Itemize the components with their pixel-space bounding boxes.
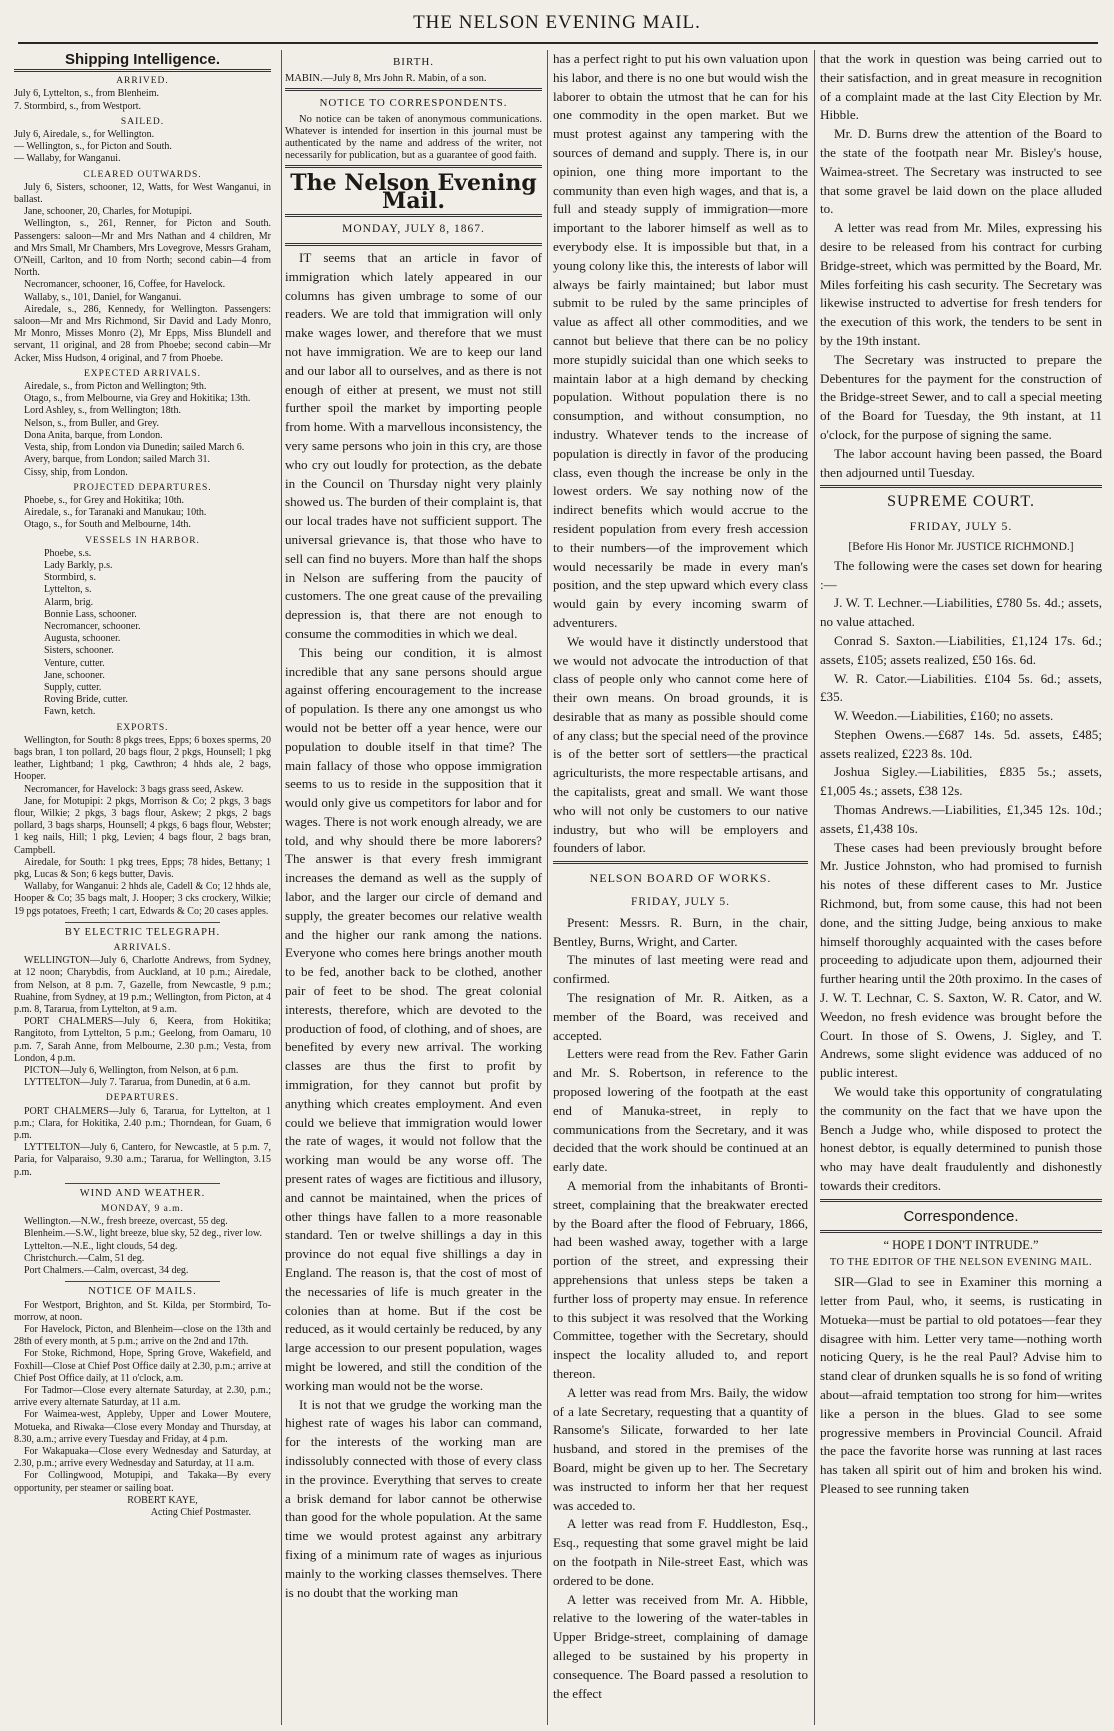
column-rule: [547, 50, 548, 1725]
list-item: PORT CHALMERS—July 6, Tararua, for Lyttelton, at 1 p.m.; Clara, for Hokitika, 2.40 p.m.; Thorndean, for Guam, 6 p.m.: [14, 1105, 271, 1142]
paragraph: W. Weedon.—Liabilities, £160; no assets.: [834, 708, 1054, 724]
postmaster-title: Acting Chief Postmaster.: [150, 1506, 251, 1518]
cleared-heading: CLEARED OUTWARDS.: [83, 169, 202, 180]
divider: [65, 1281, 219, 1282]
divider: [820, 1230, 1102, 1233]
column-shipping: [14, 50, 279, 1730]
harbor-heading: VESSELS IN HARBOR.: [85, 535, 200, 546]
notice-text: No notice can be taken of anonymous communications. Whatever is intended for insertion in this journal must be authenticated by the name and address of the writer, not necessarily for publication, but as a guarantee of good faith.: [285, 113, 542, 161]
paragraph: Stephen Owens.—£687 14s. 5d. assets, £485; assets realized, £223 8s. 10d.: [820, 726, 1102, 761]
list-item: Wellington, s., 261, Renner, for Picton and South. Passengers: saloon—Mr and Mrs Nathan and 4 children, Mr and Mrs Small, Mr Chambers, Mrs Lovegrove, Messrs Graham, O'Neill, Carlton, and 10 from North; second cabin—4 from North.: [14, 218, 271, 279]
vessel: Lady Barkly, p.s.: [44, 559, 113, 571]
list-item: Airedale, s., for Taranaki and Manukau; 10th.: [24, 507, 207, 519]
expected-heading: EXPECTED ARRIVALS.: [83, 368, 202, 379]
paragraph: The minutes of last meeting were read and confirmed.: [553, 952, 808, 987]
paragraph: Joshua Sigley.—Liabilities, £835 5s.; assets, £1,005 4s.; assets, £38 12s.: [820, 764, 1102, 799]
masthead-rule: [18, 42, 1098, 44]
list-item: Airedale, for South: 1 pkg trees, Epps; 78 hides, Bettany; 1 pkg, Lucas & Son; 6 kegs butter, Davis.: [14, 856, 271, 880]
correspondence-heading: Correspondence.: [903, 1207, 1019, 1225]
paragraph: IT seems that an article in favor of immigration which lately appeared in our columns has given umbrage to some of our readers. We are told that immigration will only make wages lower, and therefore that we must not have immigration. We are to keep our land and our labor all to ourselves, and as there is not enough of either at present, we must not still further spoil the market by importing people from home. With a marvellous inconsistency, the very same persons who join in this cry, are those who cry out loudly for protection, as the debate in the Council on Thursday night very plainly showed us. The burden of their complaint is, that our local trades have not sufficient support. The universal grievance is, that those who have to sell can find no buyers. More than half the shops in Nelson are suffering from the paucity of customers. The one great cause of the prevailing depression is, that there are not enough to consume the commodities in which we deal.: [285, 249, 542, 641]
list-item: Necromancer, schooner, 16, Coffee, for Havelock.: [24, 279, 226, 291]
vessel: Roving Bride, cutter.: [44, 694, 128, 706]
paragraph: Mr. D. Burns drew the attention of the Board to the state of the footpath near Mr. Bisley's house, Waimea-street. The Secretary was instructed to see that some gravel be laid down on the place alluded to.: [820, 126, 1102, 217]
letter-title: “ HOPE I DON'T INTRUDE.”: [883, 1237, 1039, 1252]
telegraph-heading: BY ELECTRIC TELEGRAPH.: [64, 926, 221, 938]
mails-heading: NOTICE OF MAILS.: [88, 1286, 197, 1298]
column-editorial-cont: [553, 50, 808, 1730]
court-date: FRIDAY, JULY 5.: [909, 519, 1013, 534]
vessel: Stormbird, s.: [44, 572, 96, 584]
list-item: Nelson, s., from Buller, and Grey.: [24, 417, 160, 429]
paragraph: A memorial from the inhabitants of Bronti-street, complaining that the breakwater erected by the Board after the flood of February, 1866, had been washed away, together with a large portion of the street, and expressing their apprehensions that unless steps be taken a further loss of property may ensue. In reference to this subject it was resolved that the Working Committee, together with the Secretary, should inspect the locality alluded to, and report thereon.: [553, 1178, 808, 1381]
court-heading: SUPREME COURT.: [887, 493, 1035, 511]
paragraph: Letters were read from the Rev. Father Garin and Mr. S. Robertson, in reference to the proposed lowering of the footpath at the east end of Manuka-street, in reply to communications from the Secretary, and it was decided that the work should be continued at an early date.: [553, 1046, 808, 1175]
paragraph: Present: Messrs. R. Burn, in the chair, Bentley, Burns, Wright, and Carter.: [553, 914, 808, 949]
list-item: July 6, Sisters, schooner, 12, Watts, for West Wanganui, in ballast.: [14, 181, 271, 206]
paragraph: It is not that we grudge the working man the highest rate of wages his labor can command, for the interests of the working man are indissolubly connected with those of every class in the province. Everything that serves to create a brisk demand for labor cannot be otherwise than good for the whole population. At the same time we would protest against any arbitrary fixing of a minimum rate of wages as injurious mainly to the working classes themselves. There is no doubt that the working man: [285, 1396, 542, 1600]
paragraph: The labor account having been passed, the Board then adjourned until Tuesday.: [820, 445, 1102, 480]
list-item: Airedale, s., 286, Kennedy, for Wellington. Passengers: saloon—Mr and Mrs Richmond, Sir David and Lady Monro, Mr Monro, Misses Monro (2), Mr Epps, Miss Blundell and servant, 11 original, and 28 from Phoebe; second cabin—Mr Acker, Miss Hudson, 4 original, and 7 from Phoebe.: [14, 303, 271, 364]
list-item: For Wakapuaka—Close every Wednesday and Saturday, at 2.30, p.m.; arrive every Wednesday and Saturday, at 11 a.m.: [14, 1445, 271, 1470]
list-item: Jane, for Motupipi: 2 pkgs, Morrison & Co; 2 pkgs, 3 bags flour, Wilkie; 2 pkgs, 3 bags flour, Askew; 2 pkgs, 2 bags pollard, 3 bags sharps, Hounsell; 4 pkgs, 6 bags flour, Webster; 1 keg nails, Hill; 1 pkg, Levien; 4 bags flour, 2 bags bran, Campbell.: [14, 795, 271, 856]
divider: [285, 243, 542, 246]
paper-title: The Nelson Evening Mail.: [290, 169, 537, 215]
list-item: Lyttelton.—N.E., light clouds, 54 deg.: [24, 1240, 178, 1252]
notice-heading: NOTICE TO CORRESPONDENTS.: [319, 96, 508, 109]
vessel: Alarm, brig.: [44, 596, 94, 608]
divider: [553, 861, 808, 864]
vessel: Venture, cutter.: [44, 657, 105, 669]
list-item: LYTTELTON—July 7. Tararua, from Dunedin, at 6 a.m.: [24, 1077, 251, 1089]
paragraph: The resignation of Mr. R. Aitken, as a member of the Board, was received and accepted.: [553, 990, 808, 1043]
list-item: For Stoke, Richmond, Hope, Spring Grove, Wakefield, and Foxhill—Close at Chief Post Office daily at 2.30, p.m.; arrive at Chief Post Office daily, at 11 o'clock, a.m.: [14, 1348, 271, 1384]
court-judge: [Before His Honor Mr. JUSTICE RICHMOND.]: [848, 540, 1074, 553]
paragraph: The following were the cases set down for hearing :—: [820, 557, 1102, 592]
list-item: Port Chalmers.—Calm, overcast, 34 deg.: [24, 1265, 189, 1277]
list-item: WELLINGTON—July 6, Charlotte Andrews, from Sydney, at 12 noon; Charybdis, from Auckland, at 10 p.m.; Airedale, from Nelson, at 8 p.m. 7, Gazelle, from Newcastle, 9 p.m.; Ruahine, from Sydney, at 19 p.m.; Wellington, from Picton, at 4 p.m. 8, Tararua, from Lyttelton, at 9 a.m.: [14, 955, 271, 1016]
list-item: July 6, Airedale, s., for Wellington.: [14, 129, 155, 141]
list-item: Phoebe, s., for Grey and Hokitika; 10th.: [24, 494, 184, 506]
vessel: Bonnie Lass, schooner.: [44, 608, 137, 620]
list-item: Wellington, for South: 8 pkgs trees, Epps; 6 boxes sperms, 20 bags bran, 1 ton pollard, 20 bags flour, 2 pkgs, Hounsell; 1 pkg leather, Lightband; 1 pkg, Cawthron; 4 hhds ale, 2 bags, Hooper.: [14, 734, 271, 783]
list-item: — Wellington, s., for Picton and South.: [14, 141, 172, 153]
paragraph: We would have it distinctly understood that we would not advocate the introduction of that class of people only who cannot come here of their own means. On broad grounds, it is desirable that as many as possible should come of any class; but the special need of the province is of the better sort of settlers—the practical agriculturists, the more respectable artisans, and the capitalists, great and small. We want those who will not only be customers to our native industry, but who will be employers and founders of labor.: [553, 633, 808, 856]
postmaster-name: ROBERT KAYE,: [127, 1494, 198, 1506]
list-item: Christchurch.—Calm, 51 deg.: [24, 1252, 145, 1264]
paper-date: MONDAY, JULY 8, 1867.: [342, 223, 485, 236]
list-item: Avery, barque, from London; sailed March 31.: [24, 454, 211, 466]
shipping-title: Shipping Intelligence.: [64, 51, 220, 68]
list-item: For Collingwood, Motupipi, and Takaka—By every opportunity, per steamer or sailing boat.: [14, 1470, 271, 1494]
list-item: Jane, schooner, 20, Charles, for Motupipi.: [24, 206, 192, 218]
weather-heading: WIND AND WEATHER.: [79, 1187, 206, 1199]
list-item: Wallaby, s., 101, Daniel, for Wanganui.: [24, 291, 182, 303]
list-item: Otago, s., from Melbourne, via Grey and Hokitika; 13th.: [24, 393, 251, 405]
list-item: Wallaby, for Wanganui: 2 hhds ale, Cadell & Co; 12 hhds ale, Hooper & Co; 35 bags malt, J. Hooper; 3 cks crockery, Wilkie; 19 pgs potatoes, Freeth; 1 cart, Edwards & Co; 20 cases apples.: [14, 881, 271, 917]
list-item: PICTON—July 6, Wellington, from Nelson, at 6 p.m.: [24, 1065, 239, 1077]
list-item: For Tadmor—Close every alternate Saturday, at 2.30, p.m.; arrive every alternate Saturday, at 11 a.m.: [14, 1384, 271, 1409]
list-item: Otago, s., for South and Melbourne, 14th.: [24, 519, 191, 531]
tele-arrivals-heading: ARRIVALS.: [113, 943, 172, 954]
list-item: PORT CHALMERS—July 6, Keera, from Hokitika; Rangitoto, from Lyttelton, 5 p.m.; Geelong, from Oamaru, 10 p.m. 7, Sarah Anne, from Melbourne, 2.30 p.m.; Vesta, from London, 4 p.m.: [14, 1016, 271, 1064]
paragraph: A letter was read from F. Huddleston, Esq., Esq., requesting that some gravel might be laid on the footpath in Nile-street East, which was ordered to be done.: [553, 1516, 808, 1588]
paragraph: Thomas Andrews.—Liabilities, £1,345 12s. 10d.; assets, £1,438 10s.: [820, 802, 1102, 836]
list-item: Blenheim.—S.W., light breeze, blue sky, 52 deg., river low.: [24, 1228, 263, 1240]
list-item: 7. Stormbird, s., from Westport.: [14, 100, 142, 112]
paragraph: has a perfect right to put his own valuation upon his labor, and there is no one but would wish the laborer to obtain the utmost that he can for his one commodity in the open market. But we must protest against any tampering with the sources of demand and supply. There is, in our opinion, one thing more important to the community than even high wages, and that is, a full and steady supply of immigration—more important to the laborer himself as well as to everybody else. It is impossible but that, in a young colony like this, the interests of labor will always be fairly maintained; but labor must submit to be ruled by the same principles of value as affect all other commodities, and we cannot but believe that there can be no policy more stupidly suicidal than one which seeks to maintain labor at a high demand by checking population. Without population there is no consumption, and without consumption, no industry. Whatever tends to the increase of population is directly in favor of the producing class, even though the increase be only in the lowest orders. We say nothing now of the indirect benefits which would accrue to the resident population from every fresh accession to their numbers—of the improvement which would necessarily be made in every man's position, and the step upward which every class would gain by every incoming swarm of adventurers.: [553, 51, 808, 630]
divider: [285, 88, 542, 91]
tele-departures-heading: DEPARTURES.: [105, 1093, 180, 1104]
works-heading: NELSON BOARD OF WORKS.: [589, 871, 772, 886]
arrived-heading: ARRIVED.: [116, 76, 169, 87]
list-item: Cissy, ship, from London.: [24, 466, 128, 478]
birth-notice: MABIN.—July 8, Mrs John R. Mabin, of a son.: [285, 72, 487, 84]
paragraph: A letter was read from Mr. Miles, expressing his desire to be released from his contract for curbing Bridge-street, which was permitted by the Board, Mr. Miles forfeiting his cash security. The Secretary was likewise instructed to advertise for fresh tenders for the execution of this work, the tenders to be sent in by the 19th instant.: [820, 220, 1102, 348]
paragraph: We would take this opportunity of congratulating the community on the fact that we have upon the Bench a Judge who, while disposed to protect the honest debtor, is equally determined to punish those who may have dealt fraudulently and dishonestly towards their creditors.: [820, 1084, 1102, 1194]
vessel: Supply, cutter.: [44, 681, 102, 693]
vessel: Sisters, schooner.: [44, 645, 114, 657]
birth-heading: BIRTH.: [392, 56, 435, 68]
divider: [65, 1183, 219, 1184]
divider: [285, 165, 542, 168]
column-rule: [814, 50, 815, 1725]
column-court: [820, 50, 1102, 1730]
paragraph: Conrad S. Saxton.—Liabilities, £1,124 17s. 6d.; assets, £105; assets realized, £50 16s. 6d.: [820, 632, 1102, 667]
list-item: July 6, Lyttelton, s., from Blenheim.: [14, 88, 159, 100]
masthead: THE NELSON EVENING MAIL.: [413, 12, 701, 33]
letter-recipient: TO THE EDITOR OF THE NELSON EVENING MAIL.: [829, 1257, 1093, 1269]
list-item: Lord Ashley, s., from Wellington; 18th.: [24, 405, 181, 417]
list-item: For Waimea-west, Appleby, Upper and Lower Moutere, Motueka, and Riwaka—Close every Monday and Thursday, at 8.30, a.m.; arrive every Tuesday and Friday, at 4 p.m.: [14, 1409, 271, 1445]
exports-heading: EXPORTS.: [116, 722, 169, 733]
list-item: Necromancer, for Havelock: 3 bags grass seed, Askew.: [24, 783, 244, 795]
column-editorial: [285, 50, 542, 1730]
vessel: Jane, schooner.: [44, 669, 105, 681]
paragraph: SIR—Glad to see in Examiner this morning a letter from Paul, who, it seems, is rusticating in Motueka—must be partial to old potatoes—fear they disagree with him. Letter very tame—nothing worth noticing Query, is he the real Paul? Advise him to stand clear of drunken squalls he is so fond of writing about—afraid temptation too strong for him—writes like a person in the blues. Glad to see some progressive members in Provincial Council. Afraid the pace the favorite horse was running at last races has taken all spirit out of him and broken his wind. Pleased to see running taken: [820, 1274, 1102, 1496]
column-rule: [281, 50, 282, 1725]
weather-date: MONDAY, 9 a.m.: [101, 1204, 184, 1215]
list-item: Wellington.—N.W., fresh breeze, overcast, 55 deg.: [24, 1216, 228, 1228]
list-item: For Havelock, Picton, and Blenheim—close on the 13th and 28th of every month, at 5 p.m.; arrive on the 2nd and 17th.: [14, 1323, 271, 1348]
paragraph: W. R. Cator.—Liabilities. £104 5s. 6d.; assets, £35.: [820, 670, 1102, 705]
paragraph: These cases had been previously brought before Mr. Justice Johnston, who had promised to furnish his notes of these different cases to Mr. Justice Richmond, but, from some cause, this had not been done, and the sitting Judge, being anxious to make himself thoroughly acquainted with the cases before proceeding to adjudicate upon them, adjourned their further hearing until the 20th proximo. In the cases of J. W. T. Lechnar, C. S. Saxton, W. R. Cator, and W. Weedon, no fresh evidence was brought before the Court. In those of S. Owens, J. Sigley, and T. Andrews, some slight evidence was adduced of no public interest.: [820, 839, 1102, 1081]
vessel: Lyttelton, s.: [44, 584, 92, 596]
divider: [14, 69, 271, 72]
paragraph: A letter was read from Mrs. Baily, the widow of a late Secretary, requesting that a quantity of Ransome's Silicate, forwarded to her late husband, and stored in the premises of the Board, might be given up to her. The Secretary was instructed to inform her that her request was acceded to.: [553, 1384, 808, 1513]
divider: [285, 214, 542, 217]
vessel: Phoebe, s.s.: [44, 547, 92, 559]
list-item: Airedale, s., from Picton and Wellington; 9th.: [24, 381, 207, 393]
list-item: For Westport, Brighton, and St. Kilda, per Stormbird, To-morrow, at noon.: [14, 1299, 271, 1323]
paragraph: J. W. T. Lechner.—Liabilities, £780 5s. 4d.; assets, no value attached.: [820, 595, 1102, 630]
list-item: — Wallaby, for Wanganui.: [14, 153, 121, 165]
list-item: Dona Anita, barque, from London.: [24, 429, 163, 441]
sailed-heading: SAILED.: [120, 116, 165, 127]
paragraph: This being our condition, it is almost incredible that any sane persons should argue against offering encouragement to the increase of population. Is there any one amongst us who would not be better off a year hence, were our population to double itself in that time? The main fallacy of those who oppose immigration seems to us to reside in the supposition that it would only give us competitors for labor and for wages. There is not work enough already, we are told, and why should there be more laborers? The answer is that every fresh immigrant increases the demand as well as the supply of labor, and the larger our circle of demand and supply, the greater becomes our relative wealth and the higher our rank among the nations. Everyone who comes here brings another mouth to be fed, another back to be clothed, another pair of feet to be shod. The great colonial interests, therefore, which are devoted to the production of food, of clothing, and of shoes, are benefited by every new arrival. The working classes are thus the first to profit by immigration, for they cannot but profit by anything which creates employment. And even could we believe that immigration would lower the rate of wages, it would not follow that the working man would be any worse off. The present rates of wages are fictitious and illusory, and cannot be maintained, when the prices of other things have fallen to a more reasonable standard. Ten or twelve shillings a day in this province do not equal five shillings a day in England. The reason is, that the cost of most of the necessaries of life is much greater in the colonies than at home. But if the cost be reduced, as it would certainly be reduced, by any large accession to our present population, wages might be lowered, and still the condition of the working man would not be the worse.: [285, 644, 542, 1393]
divider: [820, 485, 1102, 488]
vessel: Fawn, ketch.: [44, 706, 96, 718]
divider: [820, 1199, 1102, 1202]
list-item: Vesta, ship, from London via Dunedin; sailed March 6.: [24, 442, 245, 454]
paragraph: A letter was received from Mr. A. Hibble, relative to the lowering of the water-tables in Upper Bridge-street, complaining of damage alleged to be sustained by his property in consequence. The Board passed a resolution to the effect: [553, 1591, 808, 1701]
paragraph: that the work in question was being carried out to their satisfaction, and in great measure in recognition of a complaint made at the last City Election by Mr. Hibble.: [820, 51, 1102, 123]
works-date: FRIDAY, JULY 5.: [630, 896, 731, 909]
vessel: Necromancer, schooner.: [44, 620, 141, 632]
list-item: LYTTELTON—July 6, Cantero, for Newcastle, at 5 p.m. 7, Paria, for Valparaiso, 9.30 a.m.; Tararua, for Wellington, 3.15 p.m.: [14, 1142, 271, 1178]
paragraph: The Secretary was instructed to prepare the Debentures for the payment for the construction of the Bridge-street Sewer, and to call a special meeting of the Board for Tuesday, the 9th instant, at 11 o'clock, for the purpose of signing the same.: [820, 351, 1102, 442]
divider: [65, 922, 219, 923]
projected-heading: PROJECTED DEPARTURES.: [73, 482, 212, 493]
vessel: Augusta, schooner.: [44, 633, 121, 645]
